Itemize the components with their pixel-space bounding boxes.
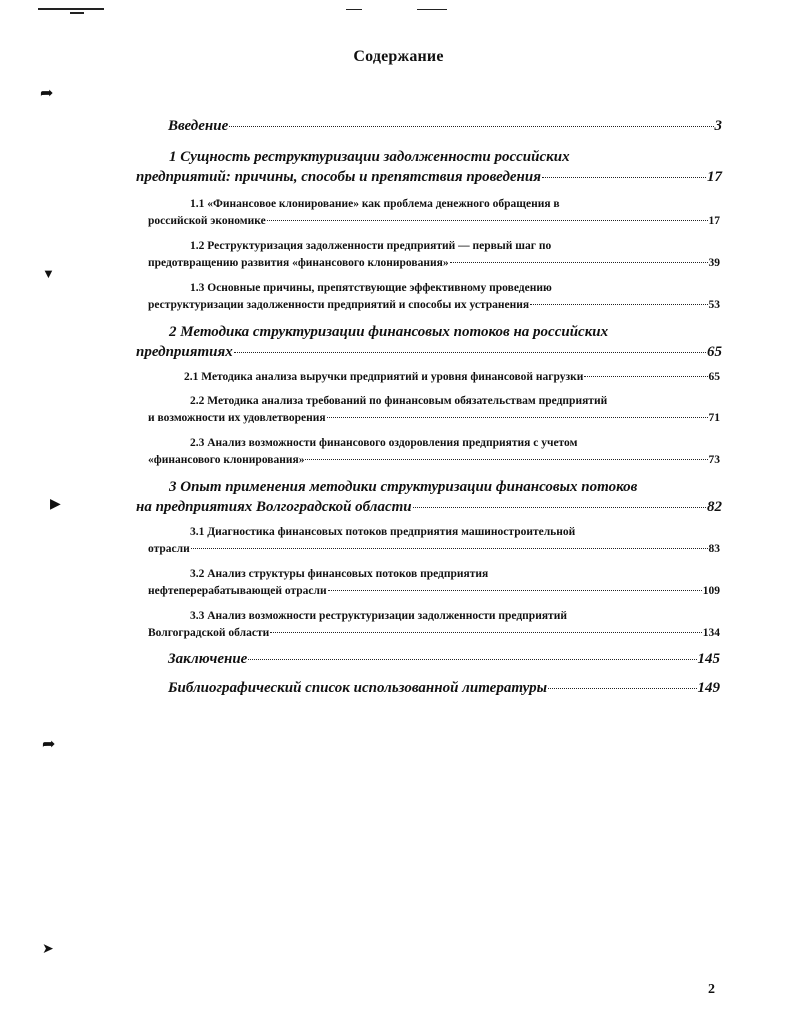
toc-entry-title-line-2: российской экономике — [148, 215, 266, 227]
toc-entry-title-line-1: 2.3 Анализ возможности финансового оздоровления предприятия с учетом — [190, 437, 578, 449]
dot-leader — [270, 632, 702, 633]
toc-entry-section-3-1[interactable] — [148, 524, 720, 558]
dot-leader — [328, 590, 702, 591]
toc-entry-title-line-2: отрасли — [148, 543, 190, 555]
dot-leader — [267, 220, 708, 221]
scan-artifact-top-center — [346, 9, 362, 10]
scan-speck-4: ➦ — [42, 736, 56, 753]
toc-entry-section-2-3[interactable] — [148, 435, 720, 469]
dot-leader — [248, 659, 696, 660]
toc-entry-title: Библиографический список использованной литературы — [168, 680, 547, 696]
toc-entry-title-line-1: 1 Сущность реструктуризации задолженности российских — [169, 149, 570, 165]
toc-entry-section-3-2[interactable] — [148, 566, 720, 600]
toc-entry-section-1-3[interactable] — [148, 280, 720, 314]
toc-entry-section-1-2[interactable] — [148, 238, 720, 272]
toc-page-number: 53 — [708, 299, 720, 311]
toc-entry-title-line-2: предприятиях — [136, 344, 233, 360]
dot-leader — [542, 177, 706, 178]
toc-entry-title-line-2: реструктуризации задолженности предприятий и способы их устранения — [148, 299, 530, 311]
toc-page-number: 3 — [714, 118, 722, 134]
toc-page-number: 71 — [708, 412, 720, 424]
toc-entry-title-line-2: Волгоградской области — [148, 627, 270, 639]
dot-leader — [413, 507, 706, 508]
dot-leader — [327, 417, 708, 418]
toc-entry-intro[interactable] — [168, 118, 722, 135]
toc-entry-conclusion[interactable] — [168, 651, 720, 668]
scan-speck-2: ▼ — [42, 266, 55, 281]
toc-entry-title: 2.1 Методика анализа выручки предприятий и уровня финансовой нагрузки — [184, 371, 584, 383]
toc-entry-title-line-2: предотвращению развития «финансового клонирования» — [148, 257, 449, 269]
toc-entry-title-line-2: нефтеперерабатывающей отрасли — [148, 585, 327, 597]
toc-page-number: 109 — [702, 585, 720, 597]
toc-page-number: 149 — [697, 680, 720, 696]
toc-entry-title-line-1: 3.3 Анализ возможности реструктуризации задолженности предприятий — [190, 610, 567, 622]
toc-entry-title: Введение — [168, 118, 229, 134]
toc-page-number: 73 — [708, 454, 720, 466]
toc-page-number: 17 — [708, 215, 720, 227]
toc-entry-title-line-1: 1.2 Реструктуризация задолженности предприятий — первый шаг по — [190, 240, 552, 252]
scan-speck-3: ▶ — [50, 497, 61, 512]
dot-leader — [530, 304, 707, 305]
toc-entry-section-2-2[interactable] — [148, 393, 720, 427]
toc-entry-title-line-2: предприятий: причины, способы и препятствия проведения — [136, 169, 541, 185]
dot-leader — [450, 262, 708, 263]
toc-page-number: 82 — [707, 499, 722, 515]
dot-leader — [548, 688, 697, 689]
dot-leader — [229, 126, 713, 127]
dot-leader — [305, 459, 707, 460]
toc-entry-title-line-1: 3.1 Диагностика финансовых потоков предприятия машиностроительной — [190, 526, 576, 538]
scan-artifact-top-center-2 — [417, 9, 447, 10]
scan-speck-5: ➤ — [42, 942, 54, 957]
toc-entry-title-line-2: на предприятиях Волгоградской области — [136, 499, 412, 515]
toc-page-number: 83 — [708, 543, 720, 555]
scan-artifact-top-left-2 — [70, 12, 84, 14]
toc-entry-chapter-2[interactable] — [136, 322, 722, 362]
toc-entry-title-line-1: 2.2 Методика анализа требований по финансовым обязательствам предприятий — [190, 395, 608, 407]
page-number: 2 — [708, 982, 715, 997]
toc-entry-title-line-1: 3 Опыт применения методики структуризации финансовых потоков — [169, 479, 638, 495]
toc-page-number: 65 — [708, 371, 720, 383]
dot-leader — [191, 548, 708, 549]
toc-entry-bibliography[interactable] — [168, 680, 720, 697]
toc-entry-section-2-1[interactable] — [184, 369, 720, 386]
toc-entry-section-3-3[interactable] — [148, 608, 720, 642]
scan-speck-1: ➦ — [40, 85, 54, 102]
toc-entry-title-line-1: 1.3 Основные причины, препятствующие эффективному проведению — [190, 282, 552, 294]
toc-page-number: 17 — [707, 169, 722, 185]
toc-entry-chapter-1[interactable] — [136, 147, 722, 187]
dot-leader — [584, 376, 707, 377]
toc-entry-title-line-2: и возможности их удовлетворения — [148, 412, 326, 424]
page-title: Содержание — [353, 48, 444, 65]
scan-artifact-top-left — [38, 8, 104, 10]
toc-page-number: 39 — [708, 257, 720, 269]
toc-entry-title-line-1: 1.1 «Финансовое клонирование» как проблема денежного обращения в — [190, 198, 560, 210]
toc-entry-title-line-1: 3.2 Анализ структуры финансовых потоков предприятия — [190, 568, 489, 580]
toc-entry-section-1-1[interactable] — [148, 196, 720, 230]
toc-entry-title-line-2: «финансового клонирования» — [148, 454, 305, 466]
toc-entry-chapter-3[interactable] — [136, 477, 722, 517]
toc-page-number: 134 — [702, 627, 720, 639]
toc-entry-title-line-1: 2 Методика структуризации финансовых потоков на российских — [169, 324, 609, 340]
dot-leader — [234, 352, 706, 353]
toc-page-number: 65 — [707, 344, 722, 360]
toc-entry-title: Заключение — [168, 651, 248, 667]
toc-page-number: 145 — [697, 651, 720, 667]
